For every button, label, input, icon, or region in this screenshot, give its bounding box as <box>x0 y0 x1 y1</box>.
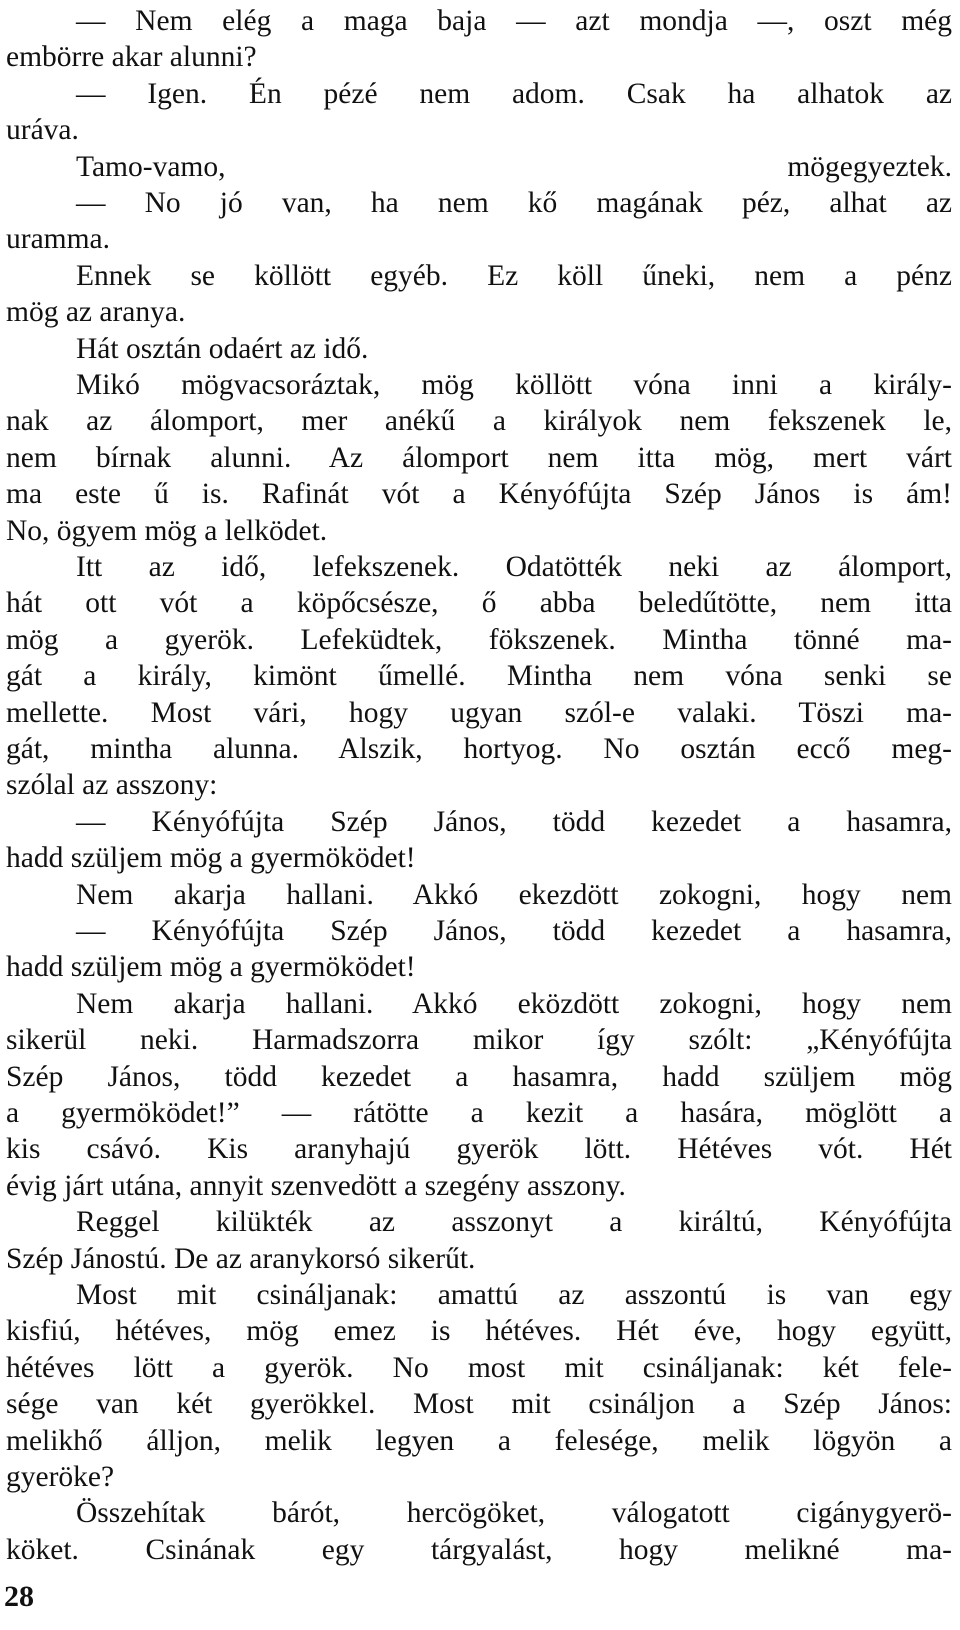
text-line-content: embörre akar alunni? <box>6 41 257 74</box>
text-line-content: nak az álomport, mer anékű a királyok nem fekszenek le, <box>6 405 952 438</box>
text-line-content: Szép Jánostú. De az aranykorsó sikerűt. <box>6 1242 476 1275</box>
text-line-content: Szép János, tödd kezedet a hasamra, hadd szüljem mög <box>6 1060 952 1093</box>
text-line-content: szólal az asszony: <box>6 769 218 802</box>
text-line-content: — Kényófújta Szép János, tödd kezedet a hasamra, <box>76 805 952 838</box>
text-line-content: Összehítak bárót, hercögöket, válogatott cigánygyerö- <box>76 1497 952 1530</box>
text-line <box>0 293 960 331</box>
text-line-content: mellette. Most vári, hogy ugyan szól-e valaki. Töszi ma- <box>6 696 952 729</box>
text-line <box>0 1276 960 1314</box>
text-line <box>0 111 960 149</box>
text-line-content: ma este ű is. Rafinát vót a Kényófújta Szép János is ám! <box>6 478 952 511</box>
text-line <box>0 1240 960 1278</box>
text-line <box>0 657 960 695</box>
text-line <box>0 1349 960 1387</box>
text-line-content: köket. Csinának egy tárgyalást, hogy melikné ma- <box>6 1533 952 1566</box>
text-line-content: gát, mintha alunna. Alszik, hortyog. No osztán eccő meg- <box>6 733 952 765</box>
text-line <box>0 1494 960 1532</box>
text-line-content: — Kényófújta Szép János, tödd kezedet a hasamra, <box>76 915 952 947</box>
text-line <box>0 1167 960 1205</box>
text-line-content: sége van két gyerökkel. Most mit csináljon a Szép János: <box>6 1388 952 1421</box>
text-line <box>0 584 960 622</box>
text-line <box>0 948 960 986</box>
text-line-content: gát a király, kimönt űmellé. Mintha nem vóna senki se <box>6 660 952 693</box>
page-number: 28 <box>4 1580 34 1613</box>
text-line <box>0 257 960 295</box>
text-line <box>0 475 960 513</box>
text-line <box>0 1458 960 1496</box>
text-line <box>0 839 960 877</box>
text-line-content: No, ögyem mög a lelködet. <box>6 514 328 547</box>
text-line-content: sikerül neki. Harmadszorra mikor így szólt: „Kényófújta <box>6 1024 952 1057</box>
text-line <box>0 912 960 950</box>
text-line <box>0 1422 960 1460</box>
text-line <box>0 330 960 368</box>
text-line <box>0 1130 960 1168</box>
text-line <box>0 1312 960 1350</box>
text-line-content: — Nem elég a maga baja — azt mondja —, oszt még <box>76 5 952 37</box>
text-line <box>0 512 960 550</box>
text-line-content: — No jó van, ha nem kő magának péz, alhat az <box>76 187 952 219</box>
text-line <box>0 38 960 76</box>
text-line-content: gyeröke? <box>6 1461 115 1493</box>
text-line <box>0 148 960 186</box>
text-line-content: Tamo-vamo, mögegyeztek. <box>76 150 952 183</box>
text-line <box>0 548 960 586</box>
text-line <box>0 402 960 440</box>
text-line-content: Nem akarja hallani. Akkó ekezdött zokogni, hogy nem <box>76 878 952 911</box>
text-line-content: nem bírnak alunni. Az álomport nem itta mög, mert várt <box>6 441 952 474</box>
text-line <box>0 1385 960 1423</box>
text-line-content: melikhő álljon, melik legyen a felesége, melik lögyön a <box>6 1424 952 1457</box>
text-line-content: — Igen. Én pézé nem adom. Csak ha alhatok az <box>76 77 952 110</box>
text-line-content: urammа. <box>6 223 111 256</box>
text-line-content: Hát osztán odaért az idő. <box>76 332 369 365</box>
text-line-content: kisfiú, hétéves, mög emez is hétéves. Hét éve, hogy együtt, <box>6 1315 952 1348</box>
text-line <box>0 1021 960 1059</box>
text-line-content: kis csávó. Kis aranyhajú gyerök lött. Hétéves vót. Hét <box>6 1133 952 1166</box>
text-line <box>0 985 960 1023</box>
text-line-content: Most mit csináljanak: amattú az asszontú is van egy <box>76 1279 952 1311</box>
text-line <box>0 2 960 40</box>
text-line-content: hát ott vót a köpőcsésze, ő abba beledűtötte, nem itta <box>6 587 952 620</box>
text-line <box>0 366 960 404</box>
text-line-content: Reggel kilükték az asszonyt a királtú, Kényófújta <box>76 1206 952 1239</box>
text-line-content: hétéves lött a gyerök. No most mit csináljanak: két fele- <box>6 1351 952 1384</box>
text-line-content: Ennek se köllött egyéb. Ez köll űneki, nem a pénz <box>76 259 952 292</box>
text-line <box>0 1531 960 1569</box>
text-line-content: uráva. <box>6 114 79 147</box>
text-line <box>0 694 960 732</box>
text-line-content: hadd szüljem mög a gyermöködet! <box>6 951 416 984</box>
text-line-content: Itt az idő, lefekszenek. Odatötték neki az álomport, <box>76 551 952 583</box>
text-line <box>0 766 960 804</box>
text-line <box>0 876 960 914</box>
text-line <box>0 1058 960 1096</box>
text-line <box>0 803 960 841</box>
text-line <box>0 1094 960 1132</box>
text-line-content: mög a gyerök. Lefeküdtek, fökszenek. Mintha tönné ma- <box>6 623 952 656</box>
text-line <box>0 621 960 659</box>
text-line-content: Mikó mögvacsoráztak, mög köllött vóna inni a király- <box>76 369 952 401</box>
text-line <box>0 220 960 258</box>
text-line <box>0 730 960 768</box>
text-line-content: mög az aranya. <box>6 296 186 329</box>
text-line-content: évig járt utána, annyit szenvedött a szegény asszony. <box>6 1169 626 1202</box>
text-line <box>0 1203 960 1241</box>
text-line-content: Nem akarja hallani. Akkó eközdött zokogni, hogy nem <box>76 987 952 1020</box>
text-line <box>0 75 960 113</box>
text-line <box>0 184 960 222</box>
text-line-content: hadd szüljem mög a gyermöködet! <box>6 842 416 875</box>
text-line-content: a gyermöködet!” — rátötte a kezit a hasára, möglött a <box>6 1097 952 1129</box>
text-line <box>0 439 960 477</box>
